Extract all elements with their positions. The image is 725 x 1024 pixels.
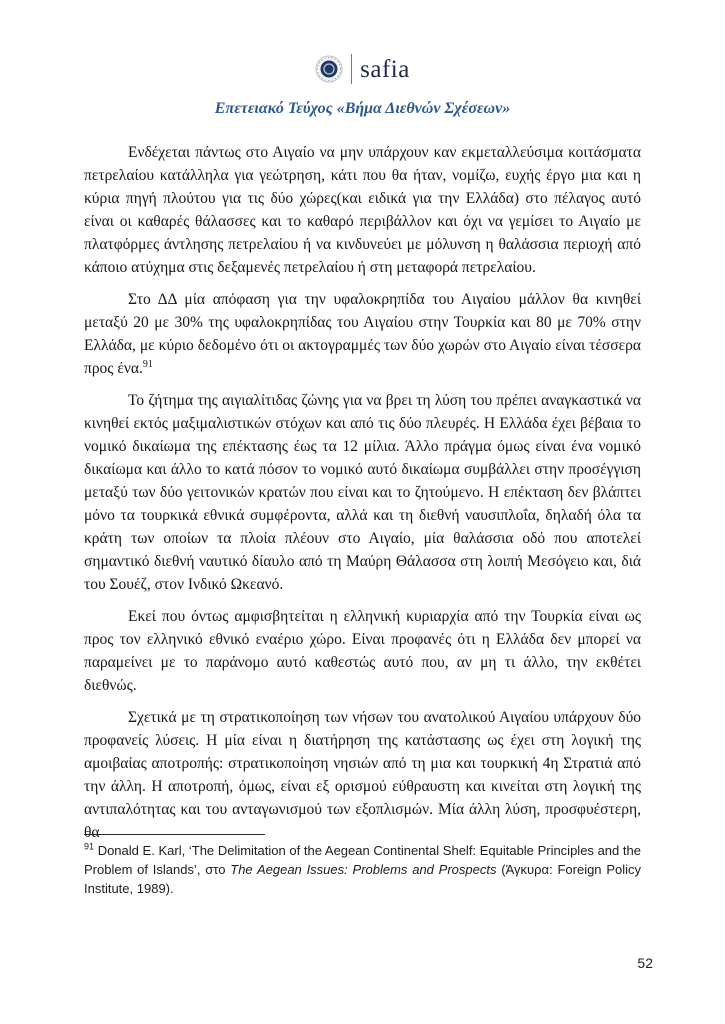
footnote-text-after: (Άγκυρα: Foreign Policy Institute, 1989). xyxy=(84,862,641,896)
paragraph-text: Το ζήτημα της αιγιαλίτιδας ζώνης για να βρει τη λύση του πρέπει αναγκαστικά να κινηθεί εκτός μαξιμαλιστικών στόχων και από τις δύο πλευρές. Η Ελλάδα έχει βέβαια το νομικό δικαίωμα της επέκτασης έως τα 12 μίλια. Άλλο πράγμα όμως είναι ένα νομικό δικαίωμα και άλλο το κατά πόσον το νομικό αυτό δικαίωμα συμβάλλει στην προσέγγιση μεταξύ των δύο γειτονικών κρατών που είναι και το ζητούμενο. Η επέκταση δεν βλάπτει μόνο τα τουρκικά εθνικά συμφέροντα, αλλά και τη διεθνή ναυσιπλοΐα, δηλαδή όλα τα κράτη των οποίων τα πλοία πλέουν στο Αιγαίο, μία θαλάσσια οδό που αποτελεί σημαντικό διεθνή ναυτικό δίαυλο από τη Μαύρη Θάλασσα στη λοιπή Μεσόγειο και, διά του Σουέζ, στον Ινδικό Ωκεανό. xyxy=(84,392,641,593)
paragraph xyxy=(84,605,641,697)
paragraph xyxy=(84,141,641,279)
page-title: Επετειακό Τεύχος «Βήμα Διεθνών Σχέσεων» xyxy=(214,100,511,117)
footnote-separator xyxy=(84,834,265,835)
paragraph xyxy=(84,389,641,596)
paragraph xyxy=(84,288,641,380)
paragraph-text: Εκεί που όντως αμφισβητείται η ελληνική κυριαρχία από την Τουρκία είναι ως προς τον ελληνικό εθνικό εναέριο χώρο. Είναι προφανές ότι η Ελλάδα δεν μπορεί να παραμείνει με το παράνομο αυτό καθεστώς αυτό που, αν μη τι άλλο, την εκθέτει διεθνώς. xyxy=(84,608,641,694)
page-number: 52 xyxy=(637,955,653,971)
document-body xyxy=(84,141,641,853)
footnote-text: Donald E. Karl, ‘The Delimitation of the Aegean Continental Shelf: Equitable Principles and the Problem of Islands’, στο xyxy=(84,843,642,877)
footnote-ref: 91 xyxy=(142,358,153,370)
paragraph-text: Στο ΔΔ μία απόφαση για την υφαλοκρηπίδα του Αιγαίου μάλλον θα κινηθεί μεταξύ 20 με 30% της υφαλοκρηπίδας του Αιγαίου στην Τουρκία και 80 με 70% στην Ελλάδα, με κύριο δεδομένο ότι οι ακτογραμμές των δύο χωρών στο Αιγαίο είναι τέσσερα προς ένα. xyxy=(84,291,641,377)
paragraph xyxy=(84,706,641,844)
footnote xyxy=(84,841,641,898)
footnote-area xyxy=(84,834,641,898)
paragraph-text: Σχετικά με τη στρατικοποίηση των νήσων του ανατολικού Αιγαίου υπάρχουν δύο προφανείς λύσεις. Η μία είναι η διατήρηση της κατάστασης ως έχει στη λογική της αμοιβαίας αποτροπής: στρατικοποίηση νησιών από τη μια και τουρκική 4η Στρατιά από την άλλη. Η αποτροπή, όμως, είναι εξ ορισμού εύθραυστη και κινείται στη λογική της αντιπαλότητας και του ανταγωνισμού των εξοπλισμών. Μία άλλη λύση, προσφυέστερη, θα xyxy=(84,709,641,841)
paragraph-text: Ενδέχεται πάντως στο Αιγαίο να μην υπάρχουν καν εκμεταλλεύσιμα κοιτάσματα πετρελαίου κατάλληλα για γεώτρηση, κάτι που θα ήταν, νομίζω, ευχής έργο μια και η κύρια πηγή πλούτου για τις δύο χώρες(και ειδικά για την Ελλάδα) στο πέλαγος αυτό είναι οι καθαρές θάλασσες και το καθαρό περιβάλλον και όχι να γεμίσει το Αιγαίο με πλατφόρμες άντλησης πετρελαίου ή να κινδυνεύει με μόλυνση η θαλάσσια περιοχή από κάποιο ατύχημα στις δεξαμενές πετρελαίου ή στη μεταφορά πετρελαίου. xyxy=(84,144,641,276)
footnote-italic-title: The Aegean Issues: Problems and Prospects xyxy=(230,862,497,877)
footnote-marker: 91 xyxy=(84,841,95,852)
logo xyxy=(0,54,725,84)
brand-text: safia xyxy=(360,55,410,83)
logo-divider xyxy=(351,54,352,84)
seal-icon xyxy=(315,55,343,83)
